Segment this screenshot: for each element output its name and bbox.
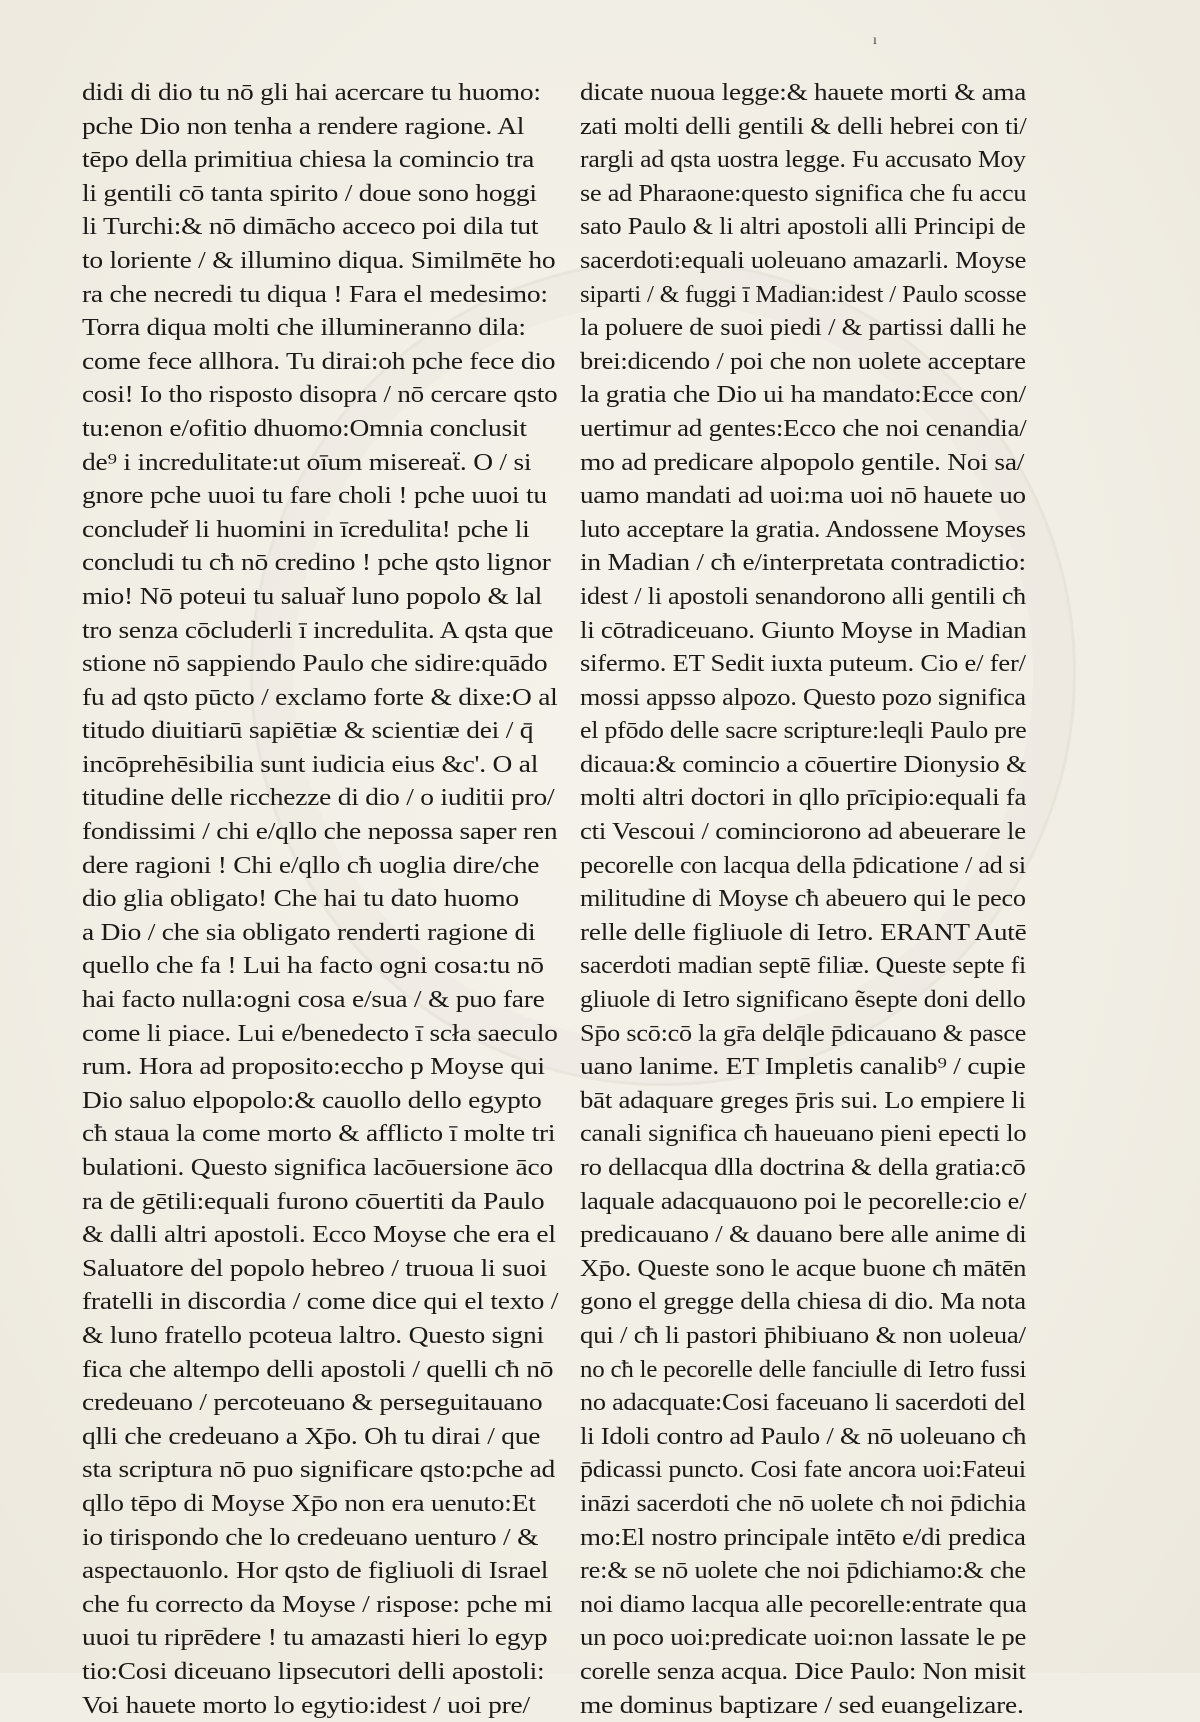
text-line: predicauano / & dauano bere alle anime di	[580, 1218, 1069, 1252]
text-line: pecorelle con lacqua della p̄dicatione / ad si	[580, 849, 1055, 883]
text-line: sacerdoti madian septē filiæ. Queste septe fi	[580, 949, 1050, 983]
text-line: ra che necredi tu diqua ! Fara el medesimo:	[82, 278, 615, 312]
text-line: in Madian / cħ e/interpretata contradictio:	[580, 546, 1079, 580]
text-line: stione nō sappiendo Paulo che sidire:quādo	[82, 647, 615, 681]
text-line: ināzi sacerdoti che nō uolete cħ noi p̄dichia	[580, 1487, 1059, 1521]
text-line: tēpo della primitiua chiesa la comincio tra	[82, 143, 615, 177]
text-line: la gratia che Dio ui ha mandato:Ecce con/	[580, 378, 1075, 412]
text-line: gnore pche uuoi tu fare choli ! pche uuoi tu	[82, 479, 615, 513]
text-line: rum. Hora ad proposito:eccho p Moyse qui	[82, 1050, 615, 1084]
text-line: molti altri doctori in qllo prīcipio:equali fa	[580, 781, 1069, 815]
text-line: cti Vescoui / cominciorono ad abeuerare le	[580, 815, 1066, 849]
text-line: siparti / & fuggi ī Madian:idest / Paulo scosse	[580, 278, 1034, 312]
text-line: fondissimi / chi e/qllo che nepossa saper ren	[82, 815, 615, 849]
text-line: qui / cħ li pastori p̄hibiuano & non uoleua/	[580, 1319, 1068, 1353]
text-line: Torra diqua molti che illumineranno dila:	[82, 311, 615, 345]
right-text-column	[580, 76, 1026, 1722]
text-line: dere ragioni ! Chi e/qllo cħ uoglia dire/che	[82, 849, 615, 883]
text-line: titudine delle ricchezze di dio / o iuditii pro/	[82, 781, 615, 815]
text-line: li gentili cō tanta spirito / doue sono hoggi	[82, 177, 615, 211]
text-line: idest / li apostoli senandorono alli gentili cħ	[580, 580, 1054, 614]
text-line: mo ad predicare alpopolo gentile. Noi sa/	[580, 446, 1080, 480]
text-line: incōprehēsibilia sunt iudicia eius &c'. O al	[82, 748, 615, 782]
text-line: uuoi tu riprēdere ! tu amazasti hieri lo egyp	[82, 1621, 615, 1655]
text-line: p̄dicassi puncto. Cosi fate ancora uoi:Fateui	[580, 1453, 1054, 1487]
text-line: sta scriptura nō puo significare qsto:pche ad	[82, 1453, 615, 1487]
text-line: tio:Cosi diceuano lipsecutori delli apostoli:	[82, 1655, 615, 1689]
text-line: me dominus baptizare / sed euangelizare.	[580, 1689, 1080, 1722]
text-line: li Idoli contro ad Paulo / & nō uoleuano cħ	[580, 1420, 1064, 1454]
text-line: bulationi. Questo significa lacōuersione āco	[82, 1151, 615, 1185]
text-line: canali significa cħ haueuano pieni epecti lo	[580, 1117, 1060, 1151]
text-line: Dio saluo elpopolo:& cauollo dello egypto	[82, 1084, 615, 1118]
text-line: cosi! Io tho risposto disopra / nō cercare qsto	[82, 378, 606, 412]
text-line: didi di dio tu nō gli hai acercare tu huomo:	[82, 76, 615, 110]
text-line: fratelli in discordia / come dice qui el texto /	[82, 1285, 615, 1319]
text-line: la poluere de suoi piedi / & partissi dalli he	[580, 311, 1062, 345]
text-line: concludi tu cħ nō credino ! pche qsto lignor	[82, 546, 615, 580]
page-mark: ı	[873, 33, 877, 49]
text-line: laquale adacquauono poi le pecorelle:cio e/	[580, 1185, 1059, 1219]
text-line: se ad Pharaone:questo significa che fu accu	[580, 177, 1057, 211]
text-line: li Turchi:& nō dimācho acceco poi dila tut	[82, 210, 615, 244]
text-line: zati molti delli gentili & delli hebrei con ti/	[580, 110, 1063, 144]
text-line: sacerdoti:equali uoleuano amazarli. Moyse	[580, 244, 1063, 278]
text-line: a Dio / che sia obligato renderti ragione di	[82, 916, 615, 950]
text-line: che fu correcto da Moyse / rispose: pche mi	[82, 1588, 615, 1622]
text-line: bāt adaquare greges p̄ris sui. Lo empiere li	[580, 1084, 1068, 1118]
text-line: come li piace. Lui e/benedecto ī scła saeculo	[82, 1017, 611, 1051]
text-line: fu ad qsto pūcto / exclamo forte & dixe:O al	[82, 681, 615, 715]
text-line: credeuano / percoteuano & perseguitauano	[82, 1386, 615, 1420]
text-line: sato Paulo & li altri apostoli alli Principi de	[580, 210, 1057, 244]
text-line: uamo mandati ad uoi:ma uoi nō hauete uo	[580, 479, 1072, 513]
text-line: dicaua:& comincio a cōuertire Dionysio &	[580, 748, 1065, 782]
text-line: corelle senza acqua. Dice Paulo: Non misit	[580, 1655, 1062, 1689]
text-line: mio! Nō poteui tu saluař luno popolo & lal	[82, 580, 615, 614]
text-line: qlli che credeuano a Xp̄o. Oh tu dirai / que	[82, 1420, 615, 1454]
text-line: aspectauonlo. Hor qsto de figliuoli di Israel	[82, 1554, 615, 1588]
text-line: Saluatore del popolo hebreo / truoua li suoi	[82, 1252, 615, 1286]
text-line: uano lanime. ET Impletis canalib⁹ / cupie	[580, 1050, 1080, 1084]
text-line: relle delle figliuole di Ietro. ERANT Autē	[580, 916, 1076, 950]
text-line: re:& se nō uolete che noi p̄dichiamo:& che	[580, 1554, 1062, 1588]
text-line: gono el gregge della chiesa di dio. Ma nota	[580, 1285, 1060, 1319]
left-text-column	[82, 76, 558, 1722]
text-line: to loriente / & illumino diqua. Similmēte ho	[82, 244, 615, 278]
text-line: hai facto nulla:ogni cosa e/sua / & puo fare	[82, 983, 615, 1017]
text-line: Voi hauete morto lo egytio:idest / uoi pre/	[82, 1689, 615, 1722]
text-line: brei:dicendo / poi che non uolete acceptare	[580, 345, 1063, 379]
text-line: cħ staua la come morto & afflicto ī molte tri	[82, 1117, 615, 1151]
text-line: come fece allhora. Tu dirai:oh pche fece dio	[82, 345, 615, 379]
text-line: militudine di Moyse cħ abeuero qui le peco	[580, 882, 1057, 916]
text-line: io tirispondo che lo credeuano uenturo / &	[82, 1521, 615, 1555]
text-line: & dalli altri apostoli. Ecco Moyse che era el	[82, 1218, 615, 1252]
text-line: & luno fratello pcoteua laltro. Questo signi	[82, 1319, 615, 1353]
text-line: no adacquate:Cosi faceuano li sacerdoti del	[580, 1386, 1057, 1420]
text-line: li cōtradiceuano. Giunto Moyse in Madian	[580, 614, 1068, 648]
text-line: Xp̄o. Queste sono le acque buone cħ mātēn	[580, 1252, 1059, 1286]
text-line: luto acceptare la gratia. Andossene Moyses	[580, 513, 1059, 547]
text-line: pche Dio non tenha a rendere ragione. Al	[82, 110, 615, 144]
text-line: mossi appsso alpozo. Questo pozo significa	[580, 681, 1055, 715]
text-line: ro dellacqua dlla doctrina & della gratia:cō	[580, 1151, 1063, 1185]
text-line: rargli ad qsta uostra legge. Fu accusato Moy	[580, 143, 1048, 177]
text-line: no cħ le pecorelle delle fanciulle di Ietro fussi	[580, 1353, 1033, 1387]
text-line: titudo diuitiarū sapiētiæ & scientiæ dei / q̄	[82, 714, 615, 748]
text-line: sifermo. ET Sedit iuxta puteum. Cio e/ fer/	[580, 647, 1064, 681]
text-line: fica che altempo delli apostoli / quelli cħ nō	[82, 1353, 615, 1387]
text-line: qllo tēpo di Moyse Xp̄o non era uenuto:Et	[82, 1487, 615, 1521]
text-line: gliuole di Ietro significano ẽsepte doni dello	[580, 983, 1049, 1017]
text-line: concludeř li huomini in īcredulita! pche li	[82, 513, 615, 547]
text-line: noi diamo lacqua alle pecorelle:entrate qua	[580, 1588, 1063, 1622]
text-line: mo:El nostro principale intēto e/di predica	[580, 1521, 1070, 1555]
text-line: un poco uoi:predicate uoi:non lassate le pe	[580, 1621, 1066, 1655]
text-line: tro senza cōcluderli ī incredulita. A qsta que	[82, 614, 615, 648]
text-line: quello che fa ! Lui ha facto ogni cosa:tu nō	[82, 949, 615, 983]
text-line: el pfōdo delle sacre scripture:leqli Paulo pre	[580, 714, 1050, 748]
text-line: dicate nuoua legge:& hauete morti & ama	[580, 76, 1074, 110]
text-line: ra de gētili:equali furono cōuertiti da Paulo	[82, 1185, 615, 1219]
text-line: de⁹ i incredulitate:ut oīum misereaẗ. O / si	[82, 446, 615, 480]
text-line: dio glia obligato! Che hai tu dato huomo	[82, 882, 615, 916]
text-line: Sp̄o scō:cō la gr̄a delq̄le p̄dicauano & pasce	[580, 1017, 1056, 1051]
text-line: tu:enon e/ofitio dhuomo:Omnia conclusit	[82, 412, 615, 446]
text-line: uertimur ad gentes:Ecco che noi cenandia/	[580, 412, 1069, 446]
